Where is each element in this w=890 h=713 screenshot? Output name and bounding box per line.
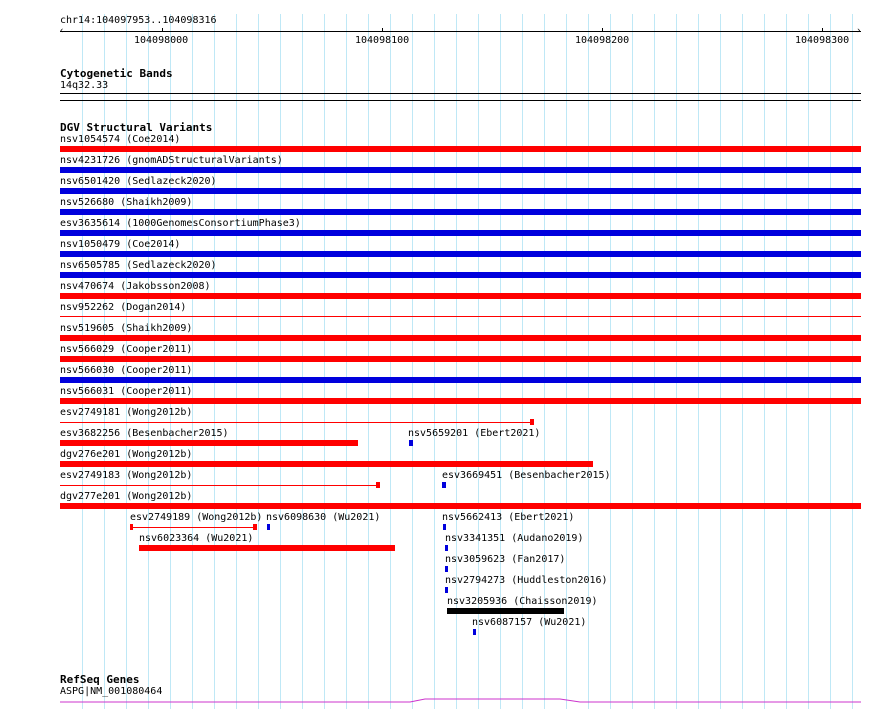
variant-bar[interactable] [60,461,593,467]
cytoband-track-title[interactable]: Cytogenetic Bands [60,67,173,80]
ruler-tick-label: 104098100 [355,35,410,46]
variant-label: esv2749181 (Wong2012b) [60,407,193,418]
variant-label: nsv526680 (Shaikh2009) [60,197,193,208]
variant-bar[interactable] [60,146,861,152]
variant-bar[interactable] [267,524,270,530]
cytoband-label: 14q32.33 [60,80,109,91]
variant-bar[interactable] [60,398,861,404]
variant-label: dgv276e201 (Wong2012b) [60,449,193,460]
variant-label: nsv1050479 (Coe2014) [60,239,181,250]
ruler-tick [602,28,603,32]
variant-bar[interactable] [60,272,861,278]
variant-bar[interactable] [139,545,395,551]
variant-bar[interactable] [60,251,861,257]
variant-bar[interactable] [409,440,413,446]
dgv-track-title[interactable]: DGV Structural Variants [60,121,213,134]
variant-bar[interactable] [473,629,476,635]
location-label: chr14:104097953..104098316 [60,15,217,26]
gene-label: ASPG|NM_001080464 [60,686,163,697]
ruler-tick [162,28,163,32]
ruler-left-arrow-icon: ‹ [59,26,65,36]
variant-label: nsv566031 (Cooper2011) [60,386,193,397]
variant-end-mark[interactable] [253,524,257,530]
variant-bar[interactable] [445,545,448,551]
variant-bar[interactable] [60,188,861,194]
variant-end-mark[interactable] [376,482,380,488]
variant-bar[interactable] [60,356,861,362]
ruler-tick-label: 104098200 [575,35,630,46]
variant-label: nsv6023364 (Wu2021) [139,533,254,544]
variant-label: nsv519605 (Shaikh2009) [60,323,193,334]
variant-bar[interactable] [60,503,861,509]
variant-bar[interactable] [60,316,861,317]
variant-bar[interactable] [60,377,861,383]
variant-bar[interactable] [60,485,377,486]
variant-label: nsv3059623 (Fan2017) [445,554,566,565]
variant-label: esv3669451 (Besenbacher2015) [442,470,611,481]
variant-end-mark[interactable] [130,524,133,530]
variant-label: nsv566030 (Cooper2011) [60,365,193,376]
variant-label: nsv566029 (Cooper2011) [60,344,193,355]
gene-model[interactable] [60,696,862,706]
refseq-track-title[interactable]: RefSeq Genes [60,673,140,686]
ruler-tick-label: 104098300 [795,35,850,46]
variant-label: nsv2794273 (Huddleston2016) [445,575,608,586]
variant-label: nsv470674 (Jakobsson2008) [60,281,211,292]
variant-label: nsv4231726 (gnomADStructuralVariants) [60,155,283,166]
cytoband-bar[interactable] [60,93,861,94]
variant-label: nsv6087157 (Wu2021) [472,617,587,628]
gene-intron-line [60,699,861,702]
variant-bar[interactable] [447,608,564,614]
variant-bar[interactable] [60,422,531,423]
variant-label: esv3635614 (1000GenomesConsortiumPhase3) [60,218,301,229]
variant-label: nsv5659201 (Ebert2021) [408,428,541,439]
ruler-tick [822,28,823,32]
variant-bar[interactable] [445,587,448,593]
variant-bar[interactable] [60,293,861,299]
variant-label: nsv6501420 (Sedlazeck2020) [60,176,217,187]
variant-label: esv2749189 (Wong2012b) [130,512,263,523]
variant-label: nsv1054574 (Coe2014) [60,134,181,145]
ruler-tick [382,28,383,32]
cytoband-bar[interactable] [60,100,861,101]
variant-label: nsv6505785 (Sedlazeck2020) [60,260,217,271]
variant-end-mark[interactable] [530,419,534,425]
variant-label: dgv277e201 (Wong2012b) [60,491,193,502]
variant-bar[interactable] [60,335,861,341]
variant-label: nsv6098630 (Wu2021) [266,512,381,523]
variant-label: esv2749183 (Wong2012b) [60,470,193,481]
variant-label: nsv3341351 (Audano2019) [445,533,584,544]
variant-bar[interactable] [60,167,861,173]
variant-bar[interactable] [60,209,861,215]
ruler-right-arrow-icon: › [856,26,862,36]
variant-label: esv3682256 (Besenbacher2015) [60,428,229,439]
variant-bar[interactable] [442,482,446,488]
ruler-line [60,31,861,32]
variant-bar[interactable] [445,566,448,572]
variant-label: nsv3205936 (Chaisson2019) [447,596,598,607]
variant-bar[interactable] [443,524,446,530]
variant-label: nsv5662413 (Ebert2021) [442,512,575,523]
variant-label: nsv952262 (Dogan2014) [60,302,187,313]
variant-bar[interactable] [130,527,254,528]
variant-bar[interactable] [60,440,358,446]
ruler-tick-label: 104098000 [134,35,189,46]
variant-bar[interactable] [60,230,861,236]
